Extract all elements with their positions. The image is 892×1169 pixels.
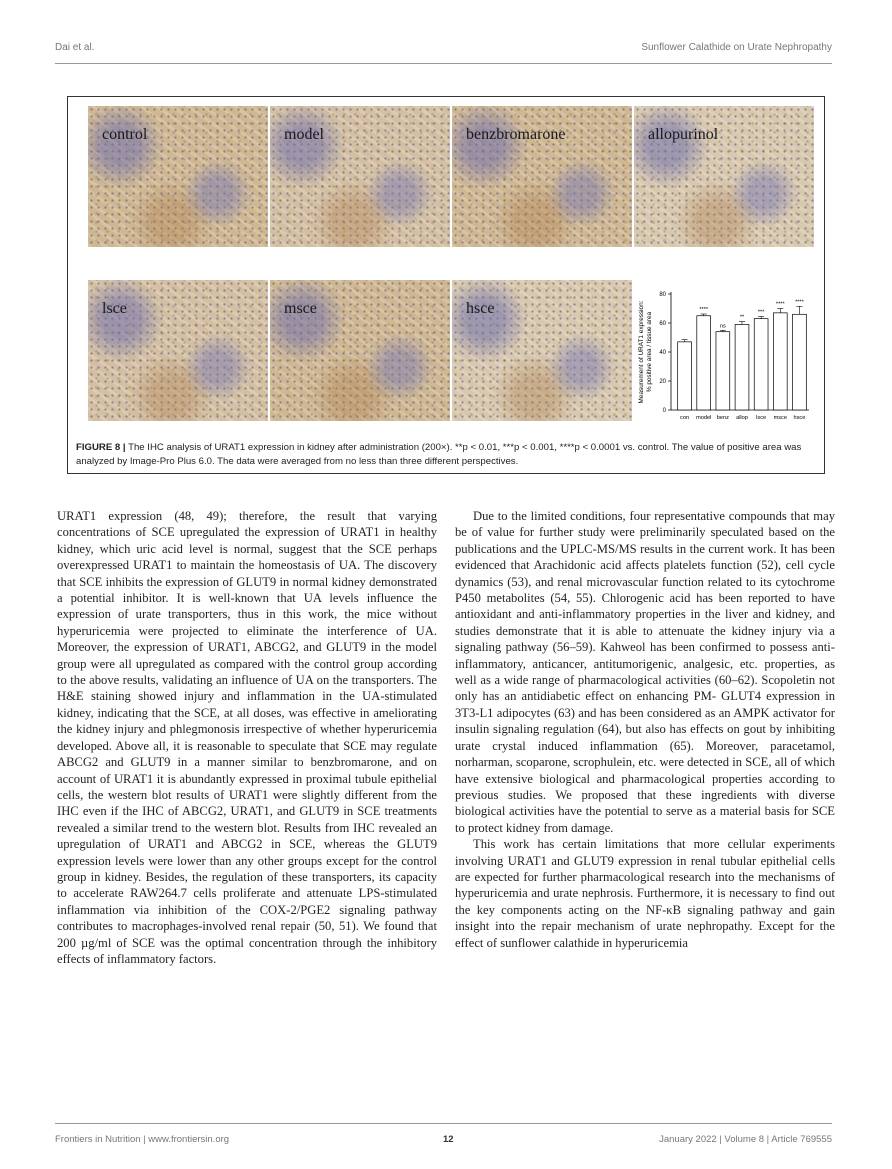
ihc-panel-benzbromarone — [452, 106, 632, 247]
ihc-panel-lsce — [88, 280, 268, 421]
figure-caption-text: The IHC analysis of URAT1 expression in kidney after administration (200×). **p < 0.01, ***p < 0.001, ****p < 0.0001 vs. control. The value of positive area was analyzed by Image-Pro Plus 6.0. The data were averaged from no less than three different perspectives. — [76, 442, 802, 467]
running-header-authors: Dai et al. — [55, 42, 95, 53]
y-tick-label: 80 — [659, 292, 666, 298]
bar-model — [697, 316, 711, 410]
x-tick-label-con: con — [680, 415, 690, 421]
body-column-right — [455, 508, 835, 951]
bar-hsce — [793, 314, 807, 410]
bar-con — [678, 342, 692, 410]
body-paragraph: Due to the limited conditions, four representative compounds that may be of value for further study were preliminarily speculated based on the publications and the UPLC-MS/MS results in the current work. It has been evidenced that Arachidonic acid affects platelets function (52), cell cycle dynamics (53), and renal microvascular function related to its cytochrome P450 metabolites (54, 55). Chlorogenic acid has been reported to have antioxidant and anti-inflammatory properties in the liver and kidney, and studies demonstrate that it is able to attenuate the kidney injury via a signaling pathway (56–59). Kahweol has been confirmed to possess anti-inflammatory, anticancer, antitumorigenic, analgesic, etc. properties, as well as a wide range of pharmacological activities (60–62). Scopoletin not only has an antidiabetic effect on enhancing PM- GLUT4 expression in 3T3-L1 adipocytes (63) and has been considered as an AMPK activator for insulin signaling regulation (64), but also has effects on gout by inhibiting urate crystal induced inflammation (65). Moreover, paracetamol, norharman, scoparone, scrophulein, etc. were detected in SCE, all of which have extensive biological and pharmacological properties according to previous studies. We proposed that these ingredients with diverse biological activities have the potential to serve as a material basis for SCE to protect kidney from damage. — [455, 509, 835, 835]
x-tick-label-lsce: lsce — [756, 415, 767, 421]
x-tick-label-hsce: hsce — [793, 415, 806, 421]
bar-msce — [773, 313, 787, 410]
significance-label-benz: ns — [719, 323, 726, 330]
ihc-panel-control — [88, 106, 268, 247]
panel-label-allopurinol: allopurinol — [648, 126, 719, 143]
x-tick-label-allop: allop — [736, 415, 748, 421]
footer-issue: January 2022 | Volume 8 | Article 769555 — [659, 1134, 832, 1145]
significance-label-hsce: **** — [795, 299, 804, 306]
ihc-panel-hsce — [452, 280, 632, 421]
panel-label-control: control — [102, 126, 148, 143]
significance-label-msce: **** — [775, 301, 785, 308]
footer-journal: Frontiers in Nutrition | www.frontiersin.org — [55, 1134, 230, 1145]
bar-benz — [716, 332, 730, 410]
footer-rule — [55, 1123, 832, 1124]
y-tick-label: 40 — [659, 350, 666, 356]
ihc-panel-msce — [270, 280, 450, 421]
significance-label-lsce: *** — [757, 309, 765, 316]
ihc-panel-model — [270, 106, 450, 247]
footer-page-number: 12 — [443, 1134, 454, 1145]
ihc-panel-allopurinol — [634, 106, 814, 247]
y-tick-label: 60 — [659, 321, 666, 327]
y-tick-label: 20 — [659, 379, 666, 385]
x-tick-label-benz: benz — [716, 415, 729, 421]
y-axis-label: Measurement of URAT1 expression:% positive area / tissue area — [638, 300, 653, 404]
significance-label-allop: ** — [739, 314, 745, 321]
body-column-left — [57, 508, 437, 967]
panel-label-lsce: lsce — [102, 300, 127, 317]
panel-label-benzbromarone: benzbromarone — [466, 126, 566, 143]
y-tick-label: 0 — [662, 408, 666, 414]
urat1-bar-chart-svg — [633, 282, 813, 428]
urat1-bar-chart — [633, 282, 813, 428]
body-paragraph: URAT1 expression (48, 49); therefore, the result that varying concentrations of SCE upregulated the expression of URAT1 in healthy kidney, which uric acid level is normal, suggest that the SCE perhaps overexpressed URAT1 to maintain the homeostasis of UA. The discovery that SCE inhibits the expression of GLUT9 in normal kidney demonstrated a potential inhibitor. It is well-known that UA levels influence the expression of urate transporters, thus in this work, the mice without hyperuricemia were projected to eliminate the interference of UA. Moreover, the expression of URAT1, ABCG2, and GLUT9 in the model group were all upregulated as compared with the control group according to the above results, validating an influence of UA on the transporters. The H&E staining showed injury and inflammation in the UA-stimulated kidney, indicating that the SCE, at all doses, was effective in ameliorating the kidney injury and phlegmonosis irrespective of whether hyperuricemia developed. Above all, it is reasonable to speculate that SCE may regulate ABCG2 and GLUT9 in a manner similar to benzbromarone, and on account of URAT1 it is abundantly expressed in proximal tubule epithelial cells, the western blot results of URAT1 were slightly different from the IHC even if the IHC of ABCG2, URAT1, and GLUT9 in SCE treatments revealed a similar trend to the western blot. Results from IHC revealed an upregulation of URAT1 and ABCG2 in SCE, whereas the GLUT9 expression levels were lower than any other groups except for the control group in kidney. Besides, the regulation of these transporters, its capacity to accelerate RAW264.7 cells proliferate and attenuate LPS-stimulated inflammation via inhibition of the COX-2/PGE2 signaling pathway contributes to macrophages-involved renal repair (50, 51). We found that 200 µg/ml of SCE was the optimal concentration through the inhibitory effects of inflammatory factors. — [57, 509, 437, 966]
bar-allop — [735, 324, 749, 410]
x-tick-label-msce: msce — [773, 415, 787, 421]
figure-caption-label: FIGURE 8 | — [76, 442, 126, 453]
panel-label-hsce: hsce — [466, 300, 495, 317]
header-rule — [55, 63, 832, 64]
running-header-title: Sunflower Calathide on Urate Nephropathy — [641, 42, 832, 53]
panel-label-msce: msce — [284, 300, 317, 317]
figure-caption — [76, 441, 816, 468]
x-tick-label-model: model — [696, 415, 712, 421]
body-paragraph: This work has certain limitations that more cellular experiments involving URAT1 and GLUT9 expression in renal tubular epithelial cells are expected for further pharmacological research into the mechanisms of hyperuricemia and urate nephrosis. Furthermore, it is necessary to find out the key components acting on the NF-κB signaling pathway and gain insight into the repair mechanism of urate nephropathy. Except for the effect of sunflower calathide in hyperuricemia — [455, 837, 835, 950]
panel-label-model: model — [284, 126, 324, 143]
significance-label-model: **** — [699, 307, 709, 314]
bar-lsce — [754, 319, 768, 410]
